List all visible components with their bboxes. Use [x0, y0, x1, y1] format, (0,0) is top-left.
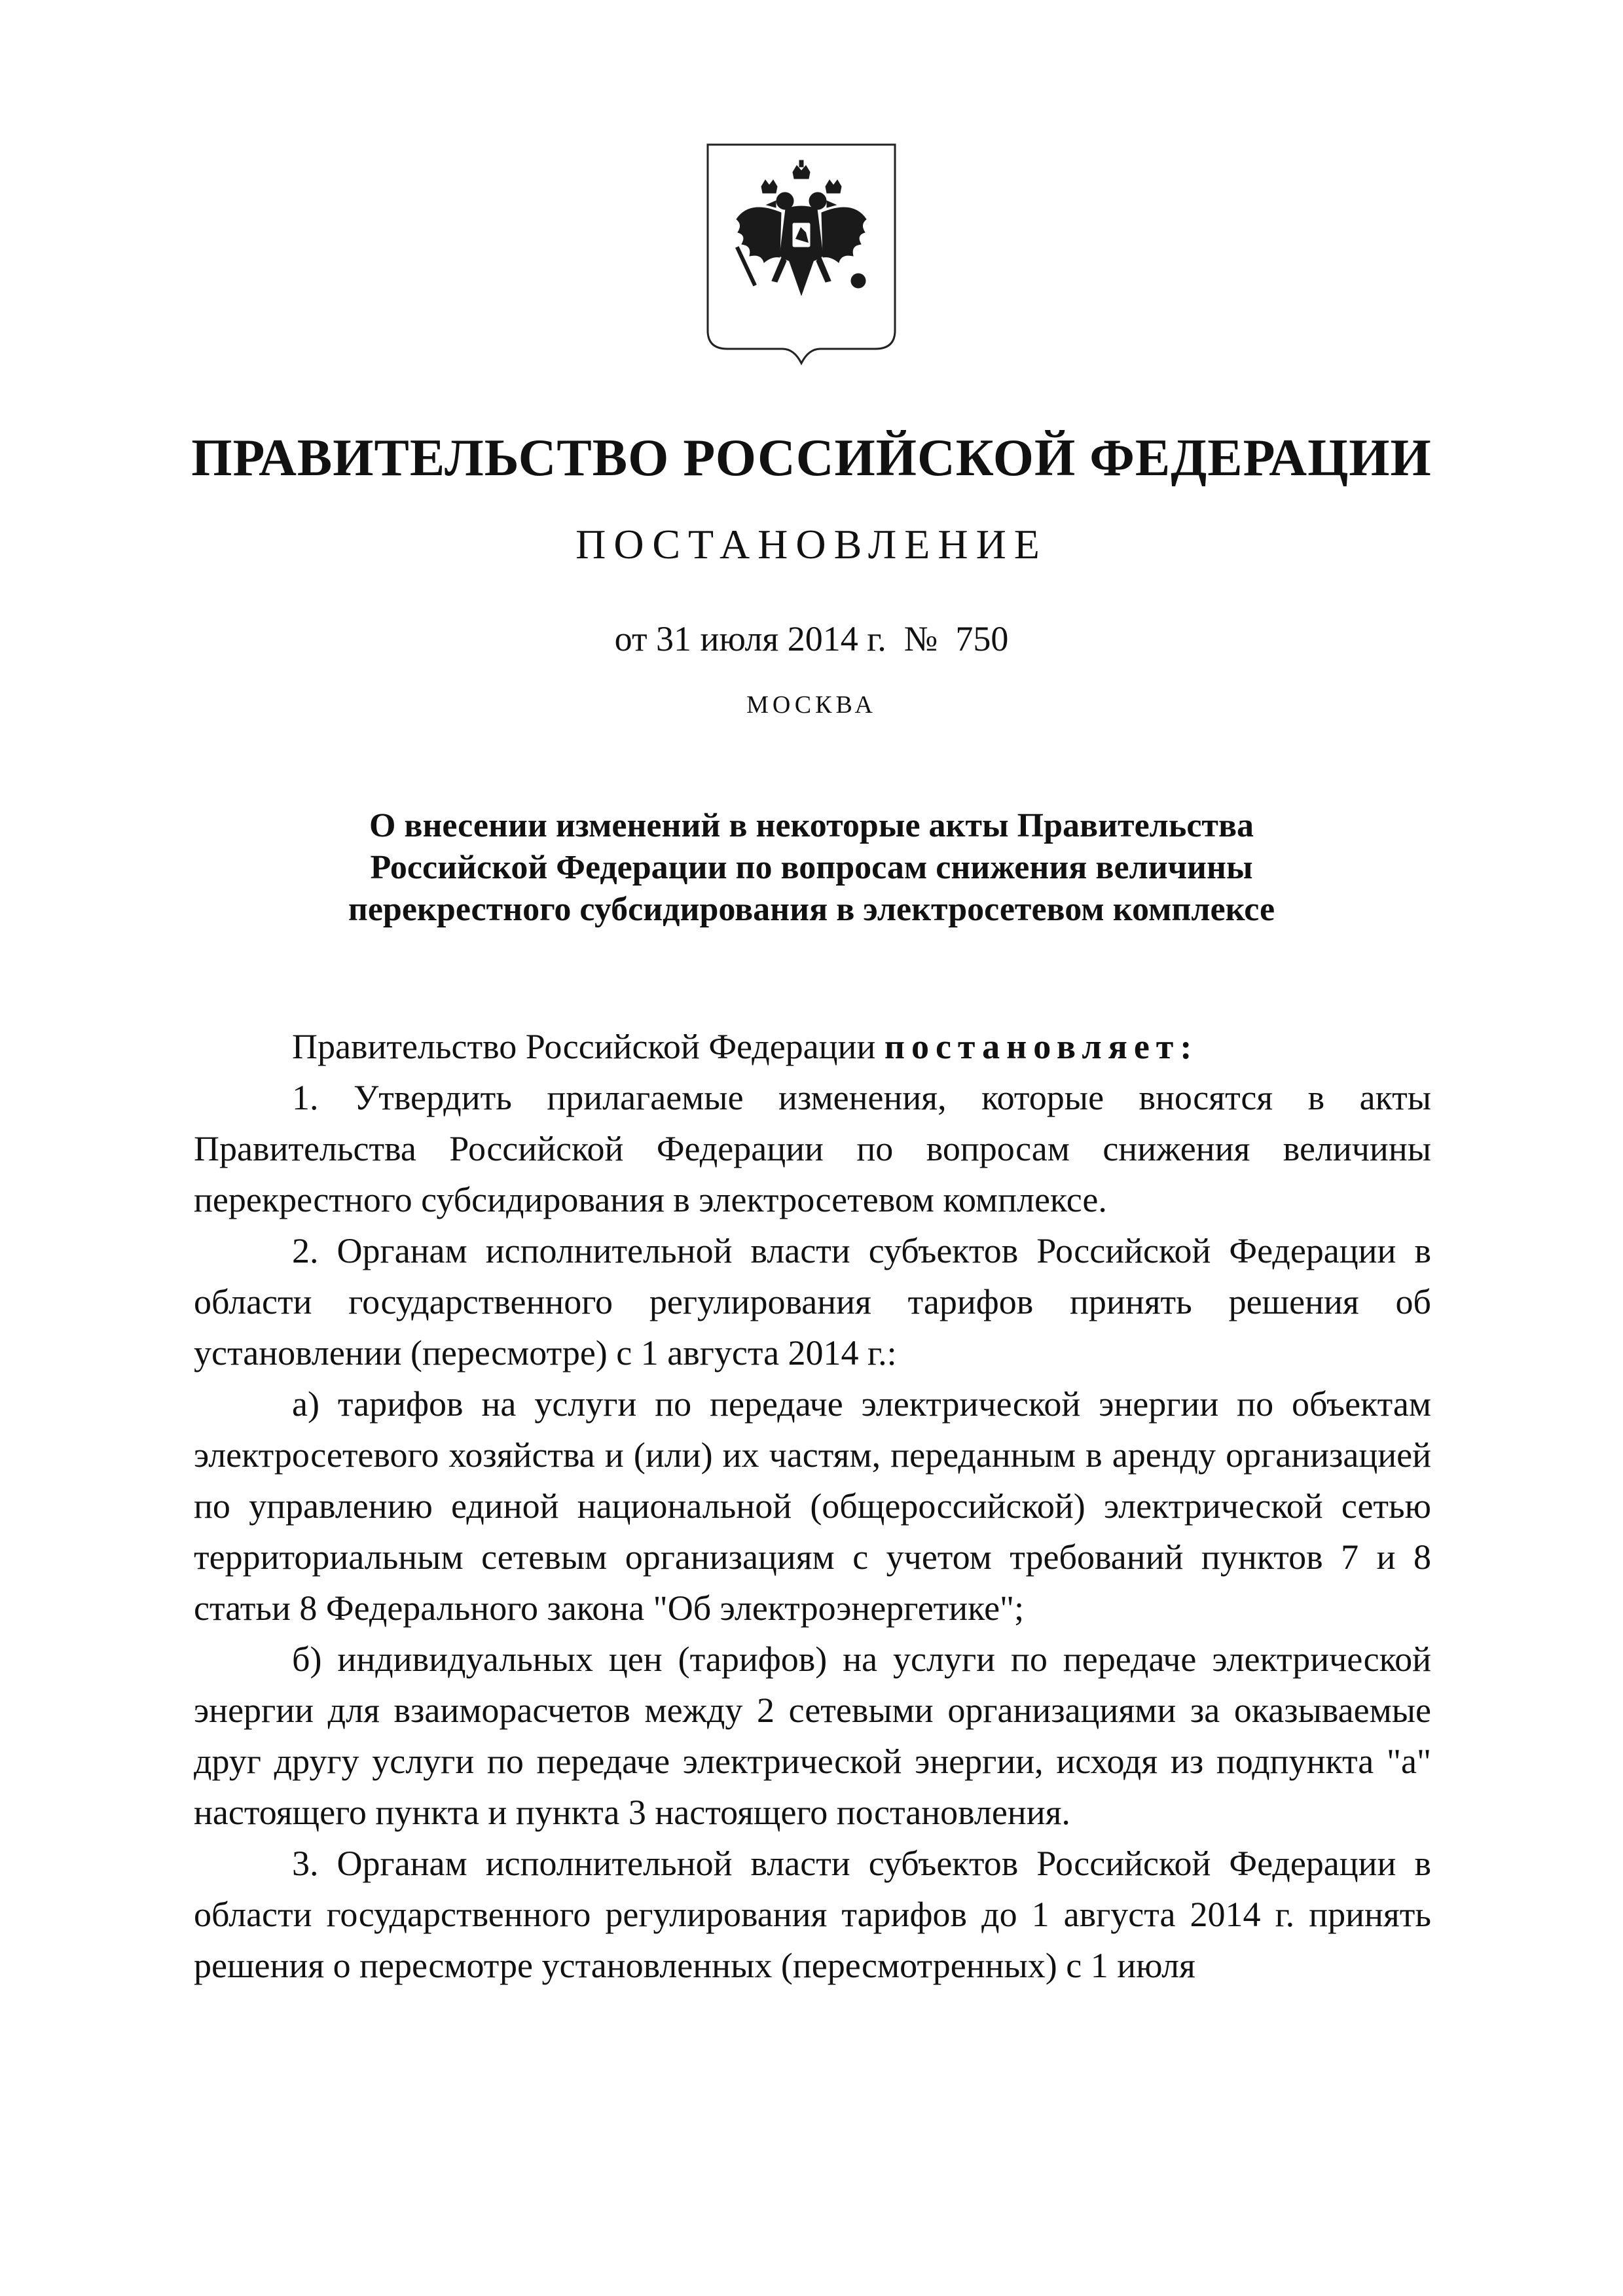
subject-line: Российской Федерации по вопросам снижения величины	[370, 849, 1253, 886]
body-paragraph: 2. Органам исполнительной власти субъектов Российской Федерации в области государственного регулирования тарифов принять решения об установлении (пересмотре) с 1 августа 2014 г.:	[194, 1231, 1431, 1372]
document-date-number: от 31 июля 2014 г. № 750	[614, 619, 1009, 658]
preamble-paragraph	[194, 1021, 1431, 1072]
government-title: ПРАВИТЕЛЬСТВО РОССИЙСКОЙ ФЕДЕРАЦИИ	[191, 429, 1432, 487]
body-paragraph: 1. Утвердить прилагаемые изменения, которые вносятся в акты Правительства Российской Федерации по вопросам снижения величины перекрестного субсидирования в электросетевом комплексе.	[194, 1078, 1431, 1219]
body-paragraph: б) индивидуальных цен (тарифов) на услуги по передаче электрической энергии для взаиморасчетов между 2 сетевыми организациями за оказываемые друг другу услуги по передаче электрической энергии, исходя из подпункта "а" настоящего пункта и пункта 3 настоящего постановления.	[194, 1640, 1431, 1832]
document-body	[194, 1021, 1431, 1991]
body-paragraph: 3. Органам исполнительной власти субъектов Российской Федерации в области государственного регулирования тарифов до 1 августа 2014 г. принять решения о пересмотре установленных (пересмотренных) с 1 июля	[194, 1844, 1431, 1985]
document-type: ПОСТАНОВЛЕНИЕ	[575, 521, 1048, 567]
document-city: МОСКВА	[746, 691, 877, 719]
russian-coat-of-arms-icon	[704, 141, 899, 367]
subject-line: перекрестного субсидирования в электросетевом комплексе	[348, 891, 1275, 928]
subject-line: О внесении изменений в некоторые акты Правительства	[369, 807, 1254, 844]
preamble-verb: постановляет:	[884, 1027, 1199, 1066]
document-subject	[0, 805, 1623, 931]
preamble-text: Правительство Российской Федерации	[292, 1027, 876, 1066]
body-paragraph: а) тарифов на услуги по передаче электрической энергии по объектам электросетевого хозяйства и (или) их частям, переданным в аренду организацией по управлению единой национальной (общероссийской) электрической сетью территориальным сетевым организациям с учетом требований пунктов 7 и 8 статьи 8 Федерального закона "Об электроэнергетике";	[194, 1384, 1431, 1628]
